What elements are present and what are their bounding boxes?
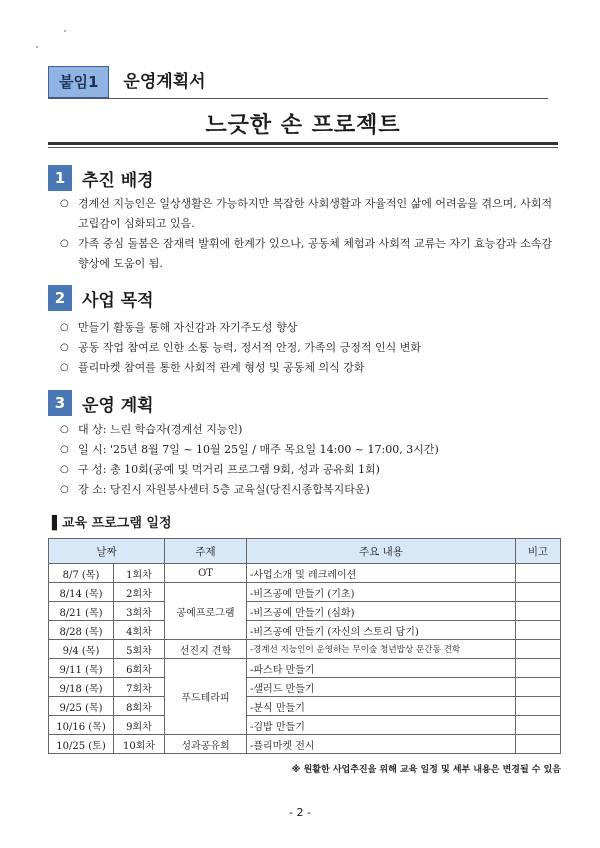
schedule-table xyxy=(48,538,561,754)
row-theme: 공예프로그램 xyxy=(165,583,247,640)
row-note xyxy=(516,621,561,640)
row-session: 10회차 xyxy=(114,735,165,754)
section-header-background xyxy=(48,165,154,191)
bullet-item: ○ 일 시: '25년 8월 7일 ~ 10월 25일 / 매주 목요일 14:00 ~ 17:00, 3시간) xyxy=(60,440,565,460)
section-title: 운영 계획 xyxy=(82,395,154,416)
row-theme: 성과공유회 xyxy=(165,735,247,754)
section-number: 3 xyxy=(48,390,72,416)
row-session: 5회차 xyxy=(114,640,165,659)
row-theme: 푸드테라피 xyxy=(165,659,247,735)
row-date: 8/21 (목) xyxy=(49,602,114,621)
title-rule xyxy=(48,142,558,145)
row-date: 8/28 (목) xyxy=(49,621,114,640)
table-row xyxy=(49,564,561,583)
row-date: 9/25 (목) xyxy=(49,697,114,716)
table-row xyxy=(49,659,561,678)
section-title: 추진 배경 xyxy=(82,170,154,191)
bullet-mark: ○ xyxy=(60,362,69,373)
row-note xyxy=(516,640,561,659)
row-note xyxy=(516,735,561,754)
bullet-item: ○ 공동 작업 참여로 인한 소통 능력, 정서적 안정, 가족의 긍정적 인식 변화 xyxy=(60,338,565,358)
row-session: 7회차 xyxy=(114,678,165,697)
row-session: 1회차 xyxy=(114,564,165,583)
row-content: -비즈공예 만들기 (기초) xyxy=(247,583,516,602)
header-note: 비고 xyxy=(516,539,561,564)
bullet-item: ○ 대 상: 느린 학습자(경계선 지능인) xyxy=(60,420,565,440)
row-content: -분식 만들기 xyxy=(247,697,516,716)
row-content: -비즈공예 만들기 (심화) xyxy=(247,602,516,621)
section-header-plan xyxy=(48,390,154,416)
header-theme: 주제 xyxy=(165,539,247,564)
title-rule-thin xyxy=(48,147,558,148)
row-session: 3회차 xyxy=(114,602,165,621)
bullet-item: ○ 만들기 활동을 통해 자신감과 자기주도성 향상 xyxy=(60,318,565,338)
page-number: - 2 - xyxy=(289,806,311,819)
row-content: -샐러드 만들기 xyxy=(247,678,516,697)
header-date: 날짜 xyxy=(49,539,165,564)
row-content: -플리마켓 전시 xyxy=(247,735,516,754)
header-content: 주요 내용 xyxy=(247,539,516,564)
bullet-mark: ○ xyxy=(60,342,69,353)
row-session: 8회차 xyxy=(114,697,165,716)
row-session: 2회차 xyxy=(114,583,165,602)
purpose-bullets xyxy=(60,318,565,378)
bullet-item: ○ 가족 중심 돌봄은 잠재력 발휘에 한계가 있으나, 공동체 체험과 사회적 교류는 자기 효능감과 소속감 향상에 도움이 됨. xyxy=(60,234,565,274)
table-row xyxy=(49,735,561,754)
schedule-note: ※ 원활한 사업추진을 위해 교육 일정 및 세부 내용은 변경될 수 있음 xyxy=(291,765,561,775)
row-theme: OT xyxy=(165,564,247,583)
table-row xyxy=(49,602,561,621)
plan-bullets xyxy=(60,420,565,500)
row-date: 8/7 (목) xyxy=(49,564,114,583)
section-title: 사업 목적 xyxy=(82,290,154,311)
row-theme: 선진지 견학 xyxy=(165,640,247,659)
row-note xyxy=(516,583,561,602)
bullet-item: ○ 장 소: 당진시 자원봉사센터 5층 교육실(당진시종합복지타운) xyxy=(60,480,565,500)
bullet-mark: ○ xyxy=(60,424,69,435)
row-date: 9/18 (목) xyxy=(49,678,114,697)
section-header-purpose xyxy=(48,285,154,311)
row-note xyxy=(516,697,561,716)
attachment-underline xyxy=(48,98,548,99)
row-date: 10/25 (토) xyxy=(49,735,114,754)
row-content: -사업소개 및 레크레이션 xyxy=(247,564,516,583)
bullet-mark: ○ xyxy=(60,238,69,249)
scan-speck xyxy=(36,46,38,48)
table-header-row xyxy=(49,539,561,564)
table-row xyxy=(49,697,561,716)
document-title: 느긋한 손 프로젝트 xyxy=(205,113,401,138)
row-session: 6회차 xyxy=(114,659,165,678)
bullet-item: ○ 플리마켓 참여를 통한 사회적 관계 형성 및 공동체 의식 강화 xyxy=(60,358,565,378)
section-number: 1 xyxy=(48,165,72,191)
row-date: 8/14 (목) xyxy=(49,583,114,602)
background-bullets xyxy=(60,194,565,274)
row-note xyxy=(516,716,561,735)
row-note xyxy=(516,678,561,697)
schedule-heading: ▌교육 프로그램 일정 xyxy=(52,516,172,531)
scan-speck xyxy=(64,30,66,32)
row-date: 10/16 (목) xyxy=(49,716,114,735)
bullet-mark: ○ xyxy=(60,322,69,333)
row-session: 4회차 xyxy=(114,621,165,640)
attachment-badge: 붙임1 xyxy=(48,66,109,98)
row-note xyxy=(516,564,561,583)
table-row xyxy=(49,640,561,659)
bullet-item: ○ 구 성: 총 10회(공예 및 먹거리 프로그램 9회, 성과 공유회 1회) xyxy=(60,460,565,480)
bullet-mark: ○ xyxy=(60,198,69,209)
table-row xyxy=(49,678,561,697)
row-content: -파스타 만들기 xyxy=(247,659,516,678)
row-note xyxy=(516,659,561,678)
bullet-mark: ○ xyxy=(60,464,69,475)
row-session: 9회차 xyxy=(114,716,165,735)
row-note xyxy=(516,602,561,621)
row-content: -김밥 만들기 xyxy=(247,716,516,735)
table-row xyxy=(49,716,561,735)
row-content: -비즈공예 만들기 (자신의 스토리 담기) xyxy=(247,621,516,640)
table-row xyxy=(49,583,561,602)
table-row xyxy=(49,621,561,640)
row-date: 9/11 (목) xyxy=(49,659,114,678)
attachment-heading xyxy=(48,66,206,98)
bullet-mark: ○ xyxy=(60,484,69,495)
row-date: 9/4 (목) xyxy=(49,640,114,659)
section-number: 2 xyxy=(48,285,72,311)
bullet-mark: ○ xyxy=(60,444,69,455)
bullet-item: ○ 경계선 지능인은 일상생활은 가능하지만 복잡한 사회생활과 자율적인 삶에 어려움을 겪으며, 사회적 고립감이 심화되고 있음. xyxy=(60,194,565,234)
row-content: -경계선 지능인이 운영하는 무이숲 청년밥상 문간동 견학 xyxy=(247,640,516,659)
attachment-title: 운영계획서 xyxy=(123,72,206,92)
